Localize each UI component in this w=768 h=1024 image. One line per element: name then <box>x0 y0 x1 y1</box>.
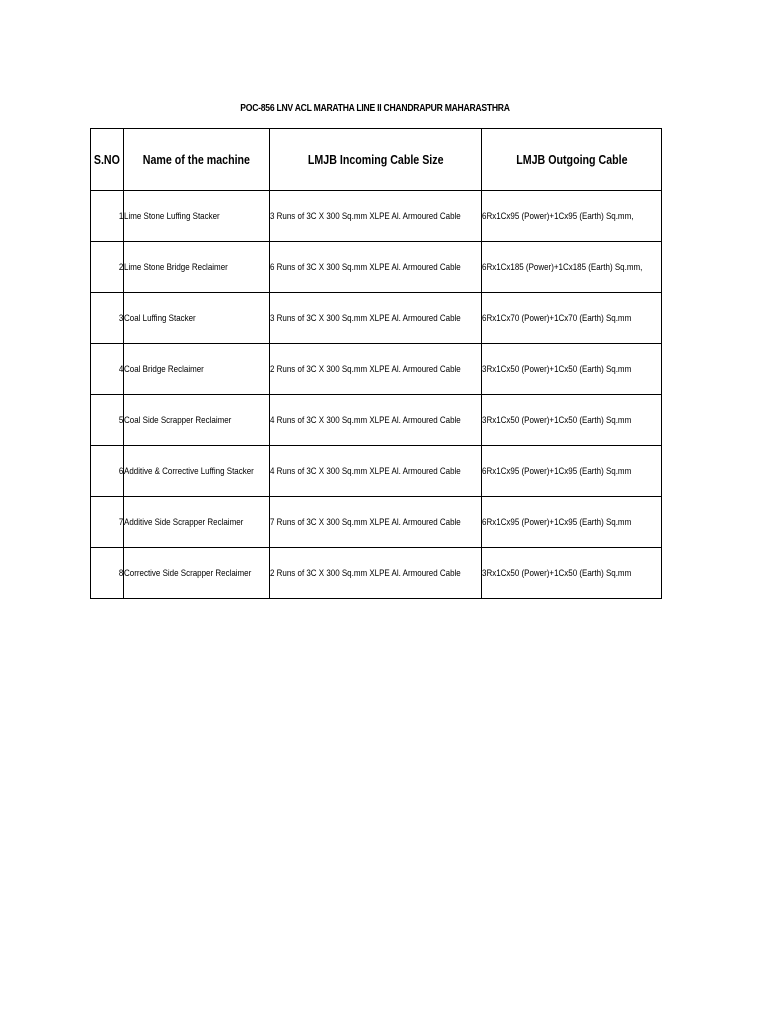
cell-machine: Coal Bridge Reclaimer <box>124 344 270 395</box>
table-row <box>91 497 662 548</box>
table-row <box>91 344 662 395</box>
cell-outgoing: 6Rx1Cx185 (Power)+1Cx185 (Earth) Sq.mm, <box>482 242 662 293</box>
header-machine: Name of the machine <box>124 129 270 191</box>
cell-sno: 7 <box>91 497 124 548</box>
cell-machine: Coal Side Scrapper Reclaimer <box>124 395 270 446</box>
cell-sno: 4 <box>91 344 124 395</box>
cell-machine: Additive & Corrective Luffing Stacker <box>124 446 270 497</box>
cell-outgoing: 3Rx1Cx50 (Power)+1Cx50 (Earth) Sq.mm <box>482 395 662 446</box>
cell-machine: Additive Side Scrapper Reclaimer <box>124 497 270 548</box>
cell-sno: 1 <box>91 191 124 242</box>
cell-outgoing: 3Rx1Cx50 (Power)+1Cx50 (Earth) Sq.mm <box>482 344 662 395</box>
cable-table <box>90 128 662 599</box>
cell-sno: 5 <box>91 395 124 446</box>
cell-incoming: 4 Runs of 3C X 300 Sq.mm XLPE Al. Armoured Cable <box>270 395 482 446</box>
cell-sno: 2 <box>91 242 124 293</box>
cell-machine: Lime Stone Luffing Stacker <box>124 191 270 242</box>
cell-machine: Lime Stone Bridge Reclaimer <box>124 242 270 293</box>
table-row <box>91 395 662 446</box>
cell-incoming: 6 Runs of 3C X 300 Sq.mm XLPE Al. Armoured Cable <box>270 242 482 293</box>
cell-incoming: 3 Runs of 3C X 300 Sq.mm XLPE Al. Armoured Cable <box>270 293 482 344</box>
cell-sno: 3 <box>91 293 124 344</box>
cell-outgoing: 6Rx1Cx70 (Power)+1Cx70 (Earth) Sq.mm <box>482 293 662 344</box>
table-row <box>91 446 662 497</box>
cell-outgoing: 6Rx1Cx95 (Power)+1Cx95 (Earth) Sq.mm, <box>482 191 662 242</box>
cell-incoming: 2 Runs of 3C X 300 Sq.mm XLPE Al. Armoured Cable <box>270 548 482 599</box>
cell-sno: 6 <box>91 446 124 497</box>
cell-machine: Corrective Side Scrapper Reclaimer <box>124 548 270 599</box>
cell-outgoing: 3Rx1Cx50 (Power)+1Cx50 (Earth) Sq.mm <box>482 548 662 599</box>
table-row <box>91 293 662 344</box>
document-title: POC-856 LNV ACL MARATHA LINE II CHANDRAPUR MAHARASTHRA <box>240 103 510 114</box>
cell-incoming: 4 Runs of 3C X 300 Sq.mm XLPE Al. Armoured Cable <box>270 446 482 497</box>
table-row <box>91 242 662 293</box>
cell-incoming: 7 Runs of 3C X 300 Sq.mm XLPE Al. Armoured Cable <box>270 497 482 548</box>
header-sno: S.NO <box>91 129 124 191</box>
cell-outgoing: 6Rx1Cx95 (Power)+1Cx95 (Earth) Sq.mm <box>482 497 662 548</box>
table-row <box>91 548 662 599</box>
header-incoming: LMJB Incoming Cable Size <box>270 129 482 191</box>
cell-incoming: 2 Runs of 3C X 300 Sq.mm XLPE Al. Armoured Cable <box>270 344 482 395</box>
table-header-row <box>91 129 662 191</box>
cell-incoming: 3 Runs of 3C X 300 Sq.mm XLPE Al. Armoured Cable <box>270 191 482 242</box>
cell-sno: 8 <box>91 548 124 599</box>
cell-machine: Coal Luffing Stacker <box>124 293 270 344</box>
cell-outgoing: 6Rx1Cx95 (Power)+1Cx95 (Earth) Sq.mm <box>482 446 662 497</box>
header-outgoing: LMJB Outgoing Cable <box>482 129 662 191</box>
table-row <box>91 191 662 242</box>
